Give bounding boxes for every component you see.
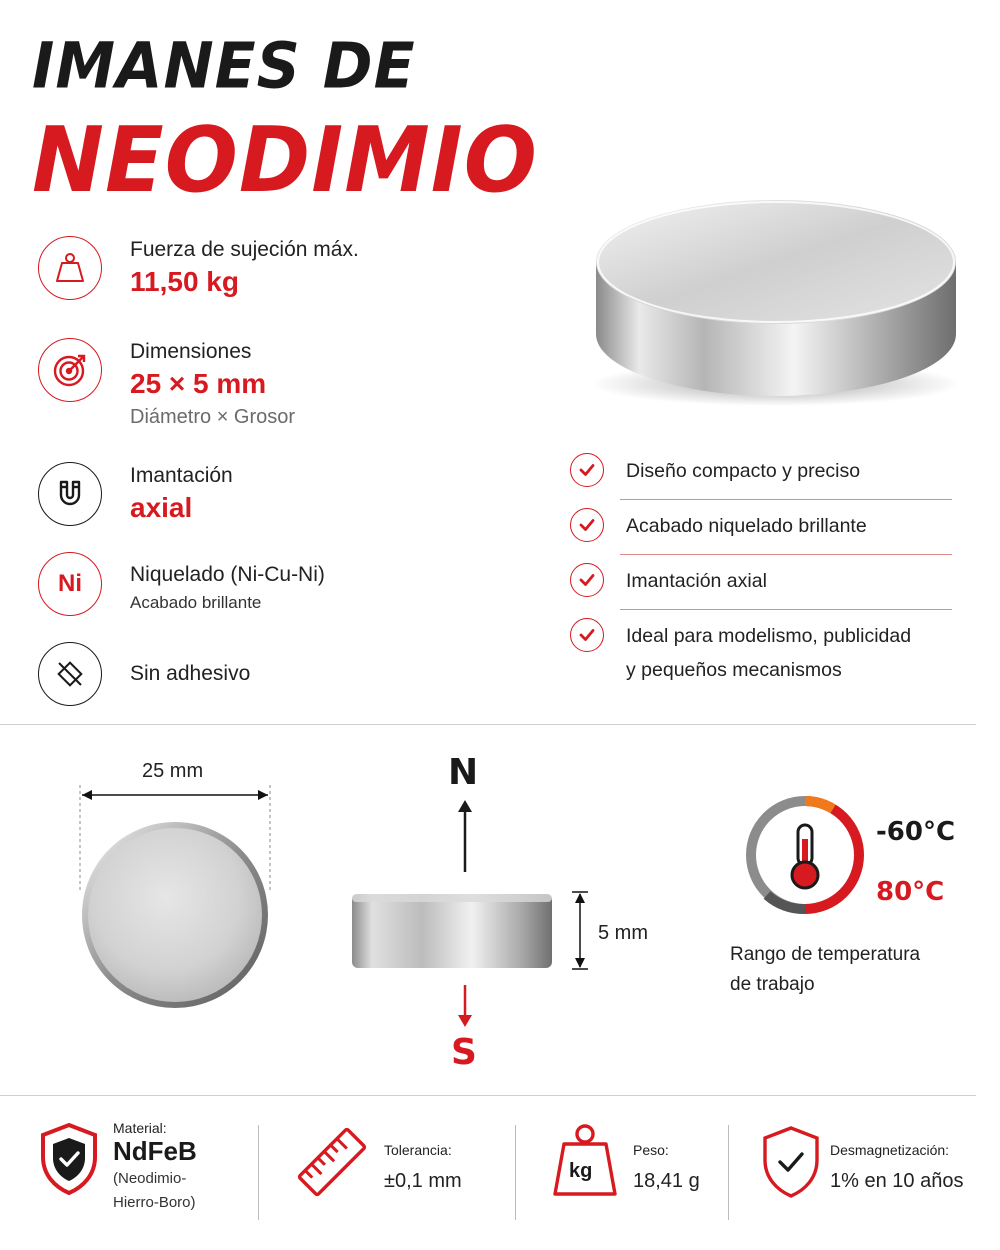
feature-label: Dimensiones [130,340,252,363]
feature-label: Imantación [130,464,233,487]
spec-demagnetization: Desmagnetización: 1% en 10 años [830,1142,964,1192]
magnet-top-view [60,780,300,1020]
weight-kg-icon-text: kg [569,1160,593,1182]
south-pole-label: S [451,1032,477,1073]
magnet-side-view [350,892,555,972]
title-line-1: IMANES DE [32,30,416,104]
feature-value: axial [130,492,193,523]
check-icon [570,618,604,652]
feature-sub: Acabado brillante [130,593,262,612]
separator [258,1125,259,1220]
list-item: Ideal para modelismo, publicidad y pequeños mecanismos [568,610,952,700]
benefits-list [568,445,952,700]
temp-max: 80°C [876,877,945,907]
check-icon [570,508,604,542]
shield-check-icon [760,1125,822,1199]
feature-value: 11,50 kg [130,266,239,297]
title-line-2: NEODIMIO [32,108,538,213]
feature-label: Niquelado (Ni-Cu-Ni) [130,563,325,586]
temp-min: -60°C [876,817,956,847]
check-icon [570,453,604,487]
shield-icon [38,1122,100,1196]
list-item: Imantación axial [568,555,952,610]
feature-label: Sin adhesivo [130,662,251,685]
list-item: Acabado niquelado brillante [568,500,952,555]
feature-sub: Diámetro × Grosor [130,406,296,428]
spec-tolerance: Tolerancia: ±0,1 mm [384,1142,462,1192]
no-adhesive-icon [38,642,102,706]
divider [0,1095,976,1096]
target-icon [38,338,102,402]
diameter-label: 25 mm [142,760,204,782]
divider [0,724,976,725]
check-icon [570,563,604,597]
north-pole-label: N [448,752,479,793]
feature-label: Fuerza de sujeción máx. [130,238,359,261]
arrow-down-icon [455,985,475,1027]
list-item: Diseño compacto y preciso [568,445,952,500]
thermometer-gauge-icon [745,795,865,925]
feature-value: 25 × 5 mm [130,368,267,399]
spec-material: Material: NdFeB (Neodimio- Hierro-Boro) [113,1120,197,1211]
temp-caption: Rango de temperatura de trabajo [730,944,921,995]
arrow-up-icon [455,800,475,875]
nickel-icon: Ni [38,552,102,616]
magnet-icon [38,462,102,526]
separator [515,1125,516,1220]
weight-icon [38,236,102,300]
magnet-product-image [586,184,966,409]
ruler-icon [295,1125,370,1200]
separator [728,1125,729,1220]
thickness-label: 5 mm [598,922,648,944]
thickness-arrow [570,890,590,972]
spec-weight: Peso: 18,41 g [633,1142,700,1192]
